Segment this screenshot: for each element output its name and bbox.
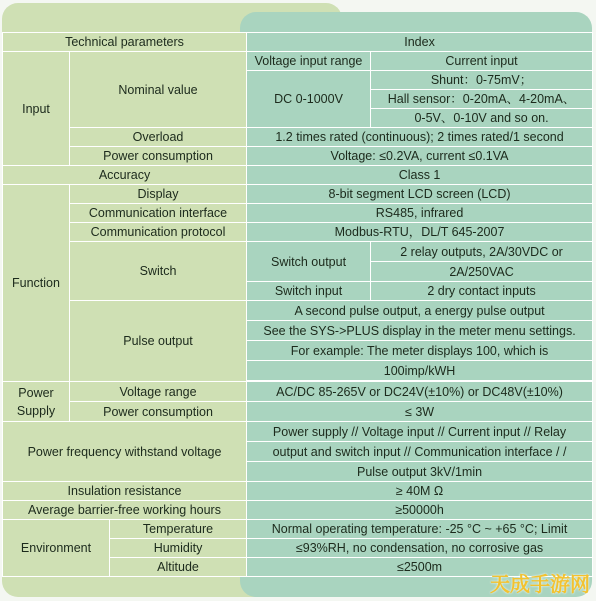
value-insulation-resistance: ≥ 40M Ω — [247, 482, 593, 501]
label-withstand-voltage: Power frequency withstand voltage — [3, 422, 247, 482]
value-current-hall: Hall sensor：0-20mA、4-20mA、 — [371, 90, 593, 109]
table-row — [3, 501, 593, 520]
label-input-power-consumption: Power consumption — [70, 147, 247, 166]
value-humidity: ≤93%RH, no condensation, no corrosive gas — [247, 539, 593, 558]
value-pulse-line3: For example: The meter displays 100, which is — [247, 341, 593, 361]
value-pulse-line1: A second pulse output, a energy pulse output — [247, 301, 593, 321]
group-power-supply-line2: Supply — [16, 403, 56, 418]
label-communication-protocol: Communication protocol — [70, 223, 247, 242]
label-voltage-input-range: Voltage input range — [247, 52, 371, 71]
table-row — [3, 223, 593, 242]
table-row — [3, 402, 593, 422]
table-row — [3, 301, 593, 321]
value-switch-input: 2 dry contact inputs — [371, 282, 593, 301]
group-power-supply-line1: Power — [18, 385, 54, 400]
label-accuracy: Accuracy — [3, 166, 247, 185]
value-overload: 1.2 times rated (continuous); 2 times rated/1 second — [247, 128, 593, 147]
value-withstand-line3: Pulse output 3kV/1min — [247, 462, 593, 482]
header-parameter: Technical parameters — [3, 33, 247, 52]
table-row — [3, 166, 593, 185]
value-supply-power-consumption: ≤ 3W — [247, 402, 593, 422]
label-altitude: Altitude — [110, 558, 247, 577]
value-temperature: Normal operating temperature: -25 °C ~ +65 °C; Limit — [247, 520, 593, 539]
table-row — [3, 482, 593, 501]
label-switch: Switch — [70, 242, 247, 301]
value-altitude: ≤2500m — [247, 558, 593, 577]
label-insulation-resistance: Insulation resistance — [3, 482, 247, 501]
table-row — [3, 422, 593, 442]
label-current-input: Current input — [371, 52, 593, 71]
table-row — [3, 520, 593, 539]
value-switch-output-line2: 2A/250VAC — [371, 262, 593, 282]
label-humidity: Humidity — [110, 539, 247, 558]
watermark: 天成手游网 — [490, 572, 590, 596]
header-row — [3, 33, 593, 52]
value-voltage-range: AC/DC 85-265V or DC24V(±10%) or DC48V(±10%) — [247, 382, 593, 402]
value-pulse-line2: See the SYS->PLUS display in the meter menu settings. — [247, 321, 593, 341]
table-row — [3, 242, 593, 262]
label-voltage-range: Voltage range — [70, 382, 247, 402]
label-communication-interface: Communication interface — [70, 204, 247, 223]
value-communication-protocol: Modbus-RTU，DL/T 645-2007 — [247, 223, 593, 242]
value-accuracy: Class 1 — [247, 166, 593, 185]
table-row — [3, 52, 593, 71]
value-working-hours: ≥50000h — [247, 501, 593, 520]
value-withstand-line2: output and switch input // Communication interface / / — [247, 442, 593, 462]
group-input: Input — [3, 52, 70, 166]
group-function: Function — [3, 185, 70, 382]
group-power-supply — [3, 382, 70, 422]
value-switch-output-line1: 2 relay outputs, 2A/30VDC or — [371, 242, 593, 262]
value-communication-interface: RS485, infrared — [247, 204, 593, 223]
label-display: Display — [70, 185, 247, 204]
label-overload: Overload — [70, 128, 247, 147]
value-current-voltage: 0-5V、0-10V and so on. — [371, 109, 593, 128]
label-switch-output: Switch output — [247, 242, 371, 282]
value-display: 8-bit segment LCD screen (LCD) — [247, 185, 593, 204]
header-index: Index — [247, 33, 593, 52]
value-input-power-consumption: Voltage: ≤0.2VA, current ≤0.1VA — [247, 147, 593, 166]
label-working-hours: Average barrier-free working hours — [3, 501, 247, 520]
value-current-shunt: Shunt：0-75mV； — [371, 71, 593, 90]
label-supply-power-consumption: Power consumption — [70, 402, 247, 422]
table-row — [3, 204, 593, 223]
label-nominal-value: Nominal value — [70, 52, 247, 128]
value-voltage-input: DC 0-1000V — [247, 71, 371, 128]
label-switch-input: Switch input — [247, 282, 371, 301]
table-row — [3, 185, 593, 204]
table-row — [3, 147, 593, 166]
technical-parameters-table — [2, 32, 593, 577]
value-pulse-line4: 100imp/kWH — [247, 361, 593, 381]
label-pulse-output: Pulse output — [70, 301, 247, 382]
table-row — [3, 128, 593, 147]
group-environment: Environment — [3, 520, 110, 577]
table-row — [3, 382, 593, 402]
value-withstand-line1: Power supply // Voltage input // Current input // Relay — [247, 422, 593, 442]
label-temperature: Temperature — [110, 520, 247, 539]
